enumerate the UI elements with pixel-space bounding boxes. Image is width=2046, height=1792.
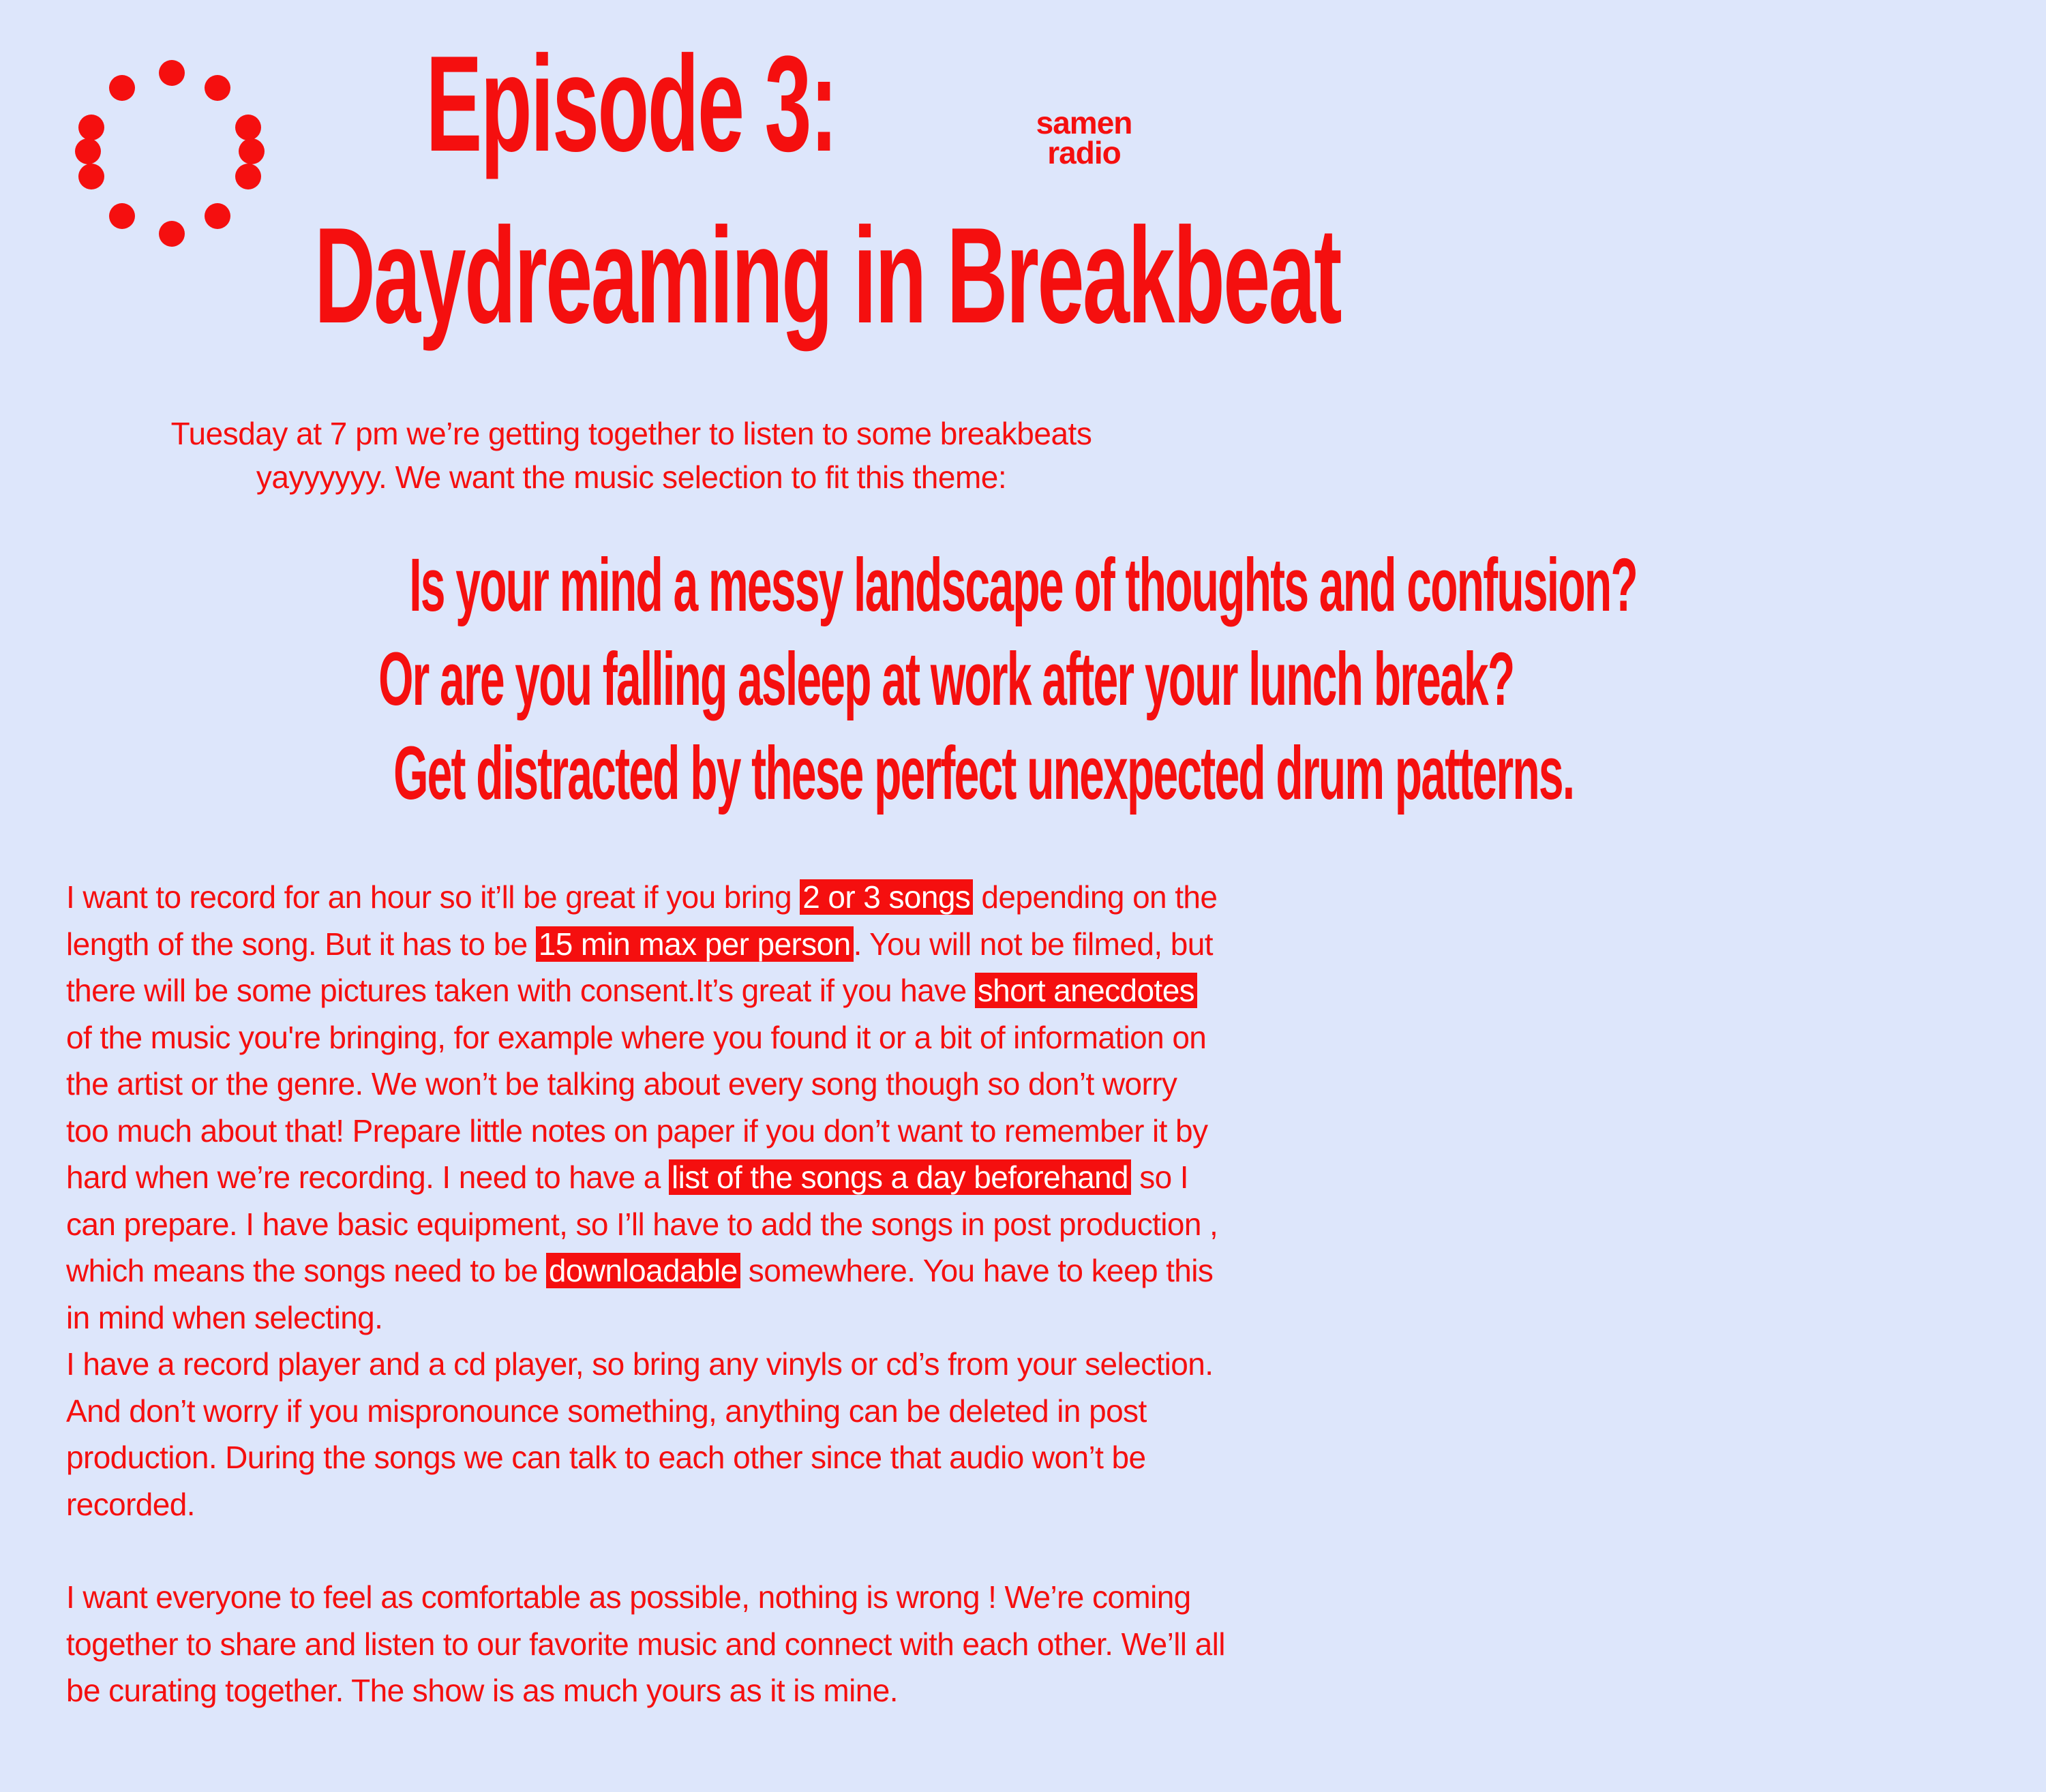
question-line: Is your mind a messy landscape of thoughts and confusion? <box>409 543 1637 627</box>
intro-text <box>0 412 1263 499</box>
episode-title <box>0 28 1263 180</box>
highlight-anecdotes: short anecdotes <box>975 973 1197 1008</box>
highlight-song-list: list of the songs a day beforehand <box>669 1159 1131 1195</box>
body-text <box>66 874 1225 1714</box>
paragraph-comfort: I want everyone to feel as comfortable as possible, nothing is wrong ! We’re coming together to share and listen to our favorite music and connect with each other. We’ll all be curating together. The show is as much yours as it is mine. <box>66 1579 1225 1708</box>
highlight-time-limit: 15 min max per person <box>536 926 854 962</box>
intro-line-2: yayyyyyy. We want the music selection to fit this theme: <box>256 459 1007 495</box>
paragraph-equipment: I have a record player and a cd player, so bring any vinyls or cd’s from your selection. And don’t worry if you mispronounce something, anything can be deleted in post production. During the songs we can talk to each other since that audio won’t be recorded. <box>66 1346 1214 1522</box>
intro-line-1: Tuesday at 7 pm we’re getting together to listen to some breakbeats <box>170 416 1092 451</box>
brand-line-1: samen <box>1036 105 1132 140</box>
question-line: Or are you falling asleep at work after your lunch break? <box>378 637 1514 721</box>
question-line: Get distracted by these perfect unexpected drum patterns. <box>393 731 1574 815</box>
brand-line-2: radio <box>1047 135 1121 170</box>
theme-questions <box>0 538 1637 821</box>
highlight-song-count: 2 or 3 songs <box>800 879 973 915</box>
episode-number: Episode 3: <box>425 28 837 180</box>
paragraph-instructions: I want to record for an hour so it’ll be great if you bring 2 or 3 songs depending on the length of the song. But it has to be 15 min max per person. You will not be filmed, but there will be some pictures taken with consent.It’s great if you have short anecdotes of the music you're bringing, for example where you found it or a bit of information on the artist or the genre. We won’t be talking about every song though so don’t worry too much about that! Prepare little notes on paper if you don’t want to remember it by hard when we’re recording. I need to have a list of the songs a day beforehand so I can prepare. I have basic equipment, so I’ll have to add the songs in post production , which means the songs need to be downloadable somewhere. You have to keep this in mind when selecting. <box>66 879 1218 1335</box>
episode-name: Daydreaming in Breakbeat <box>314 200 1340 352</box>
paragraph-spacer <box>66 1528 1225 1574</box>
episode-name-row <box>0 200 1340 352</box>
highlight-downloadable: downloadable <box>546 1253 740 1288</box>
